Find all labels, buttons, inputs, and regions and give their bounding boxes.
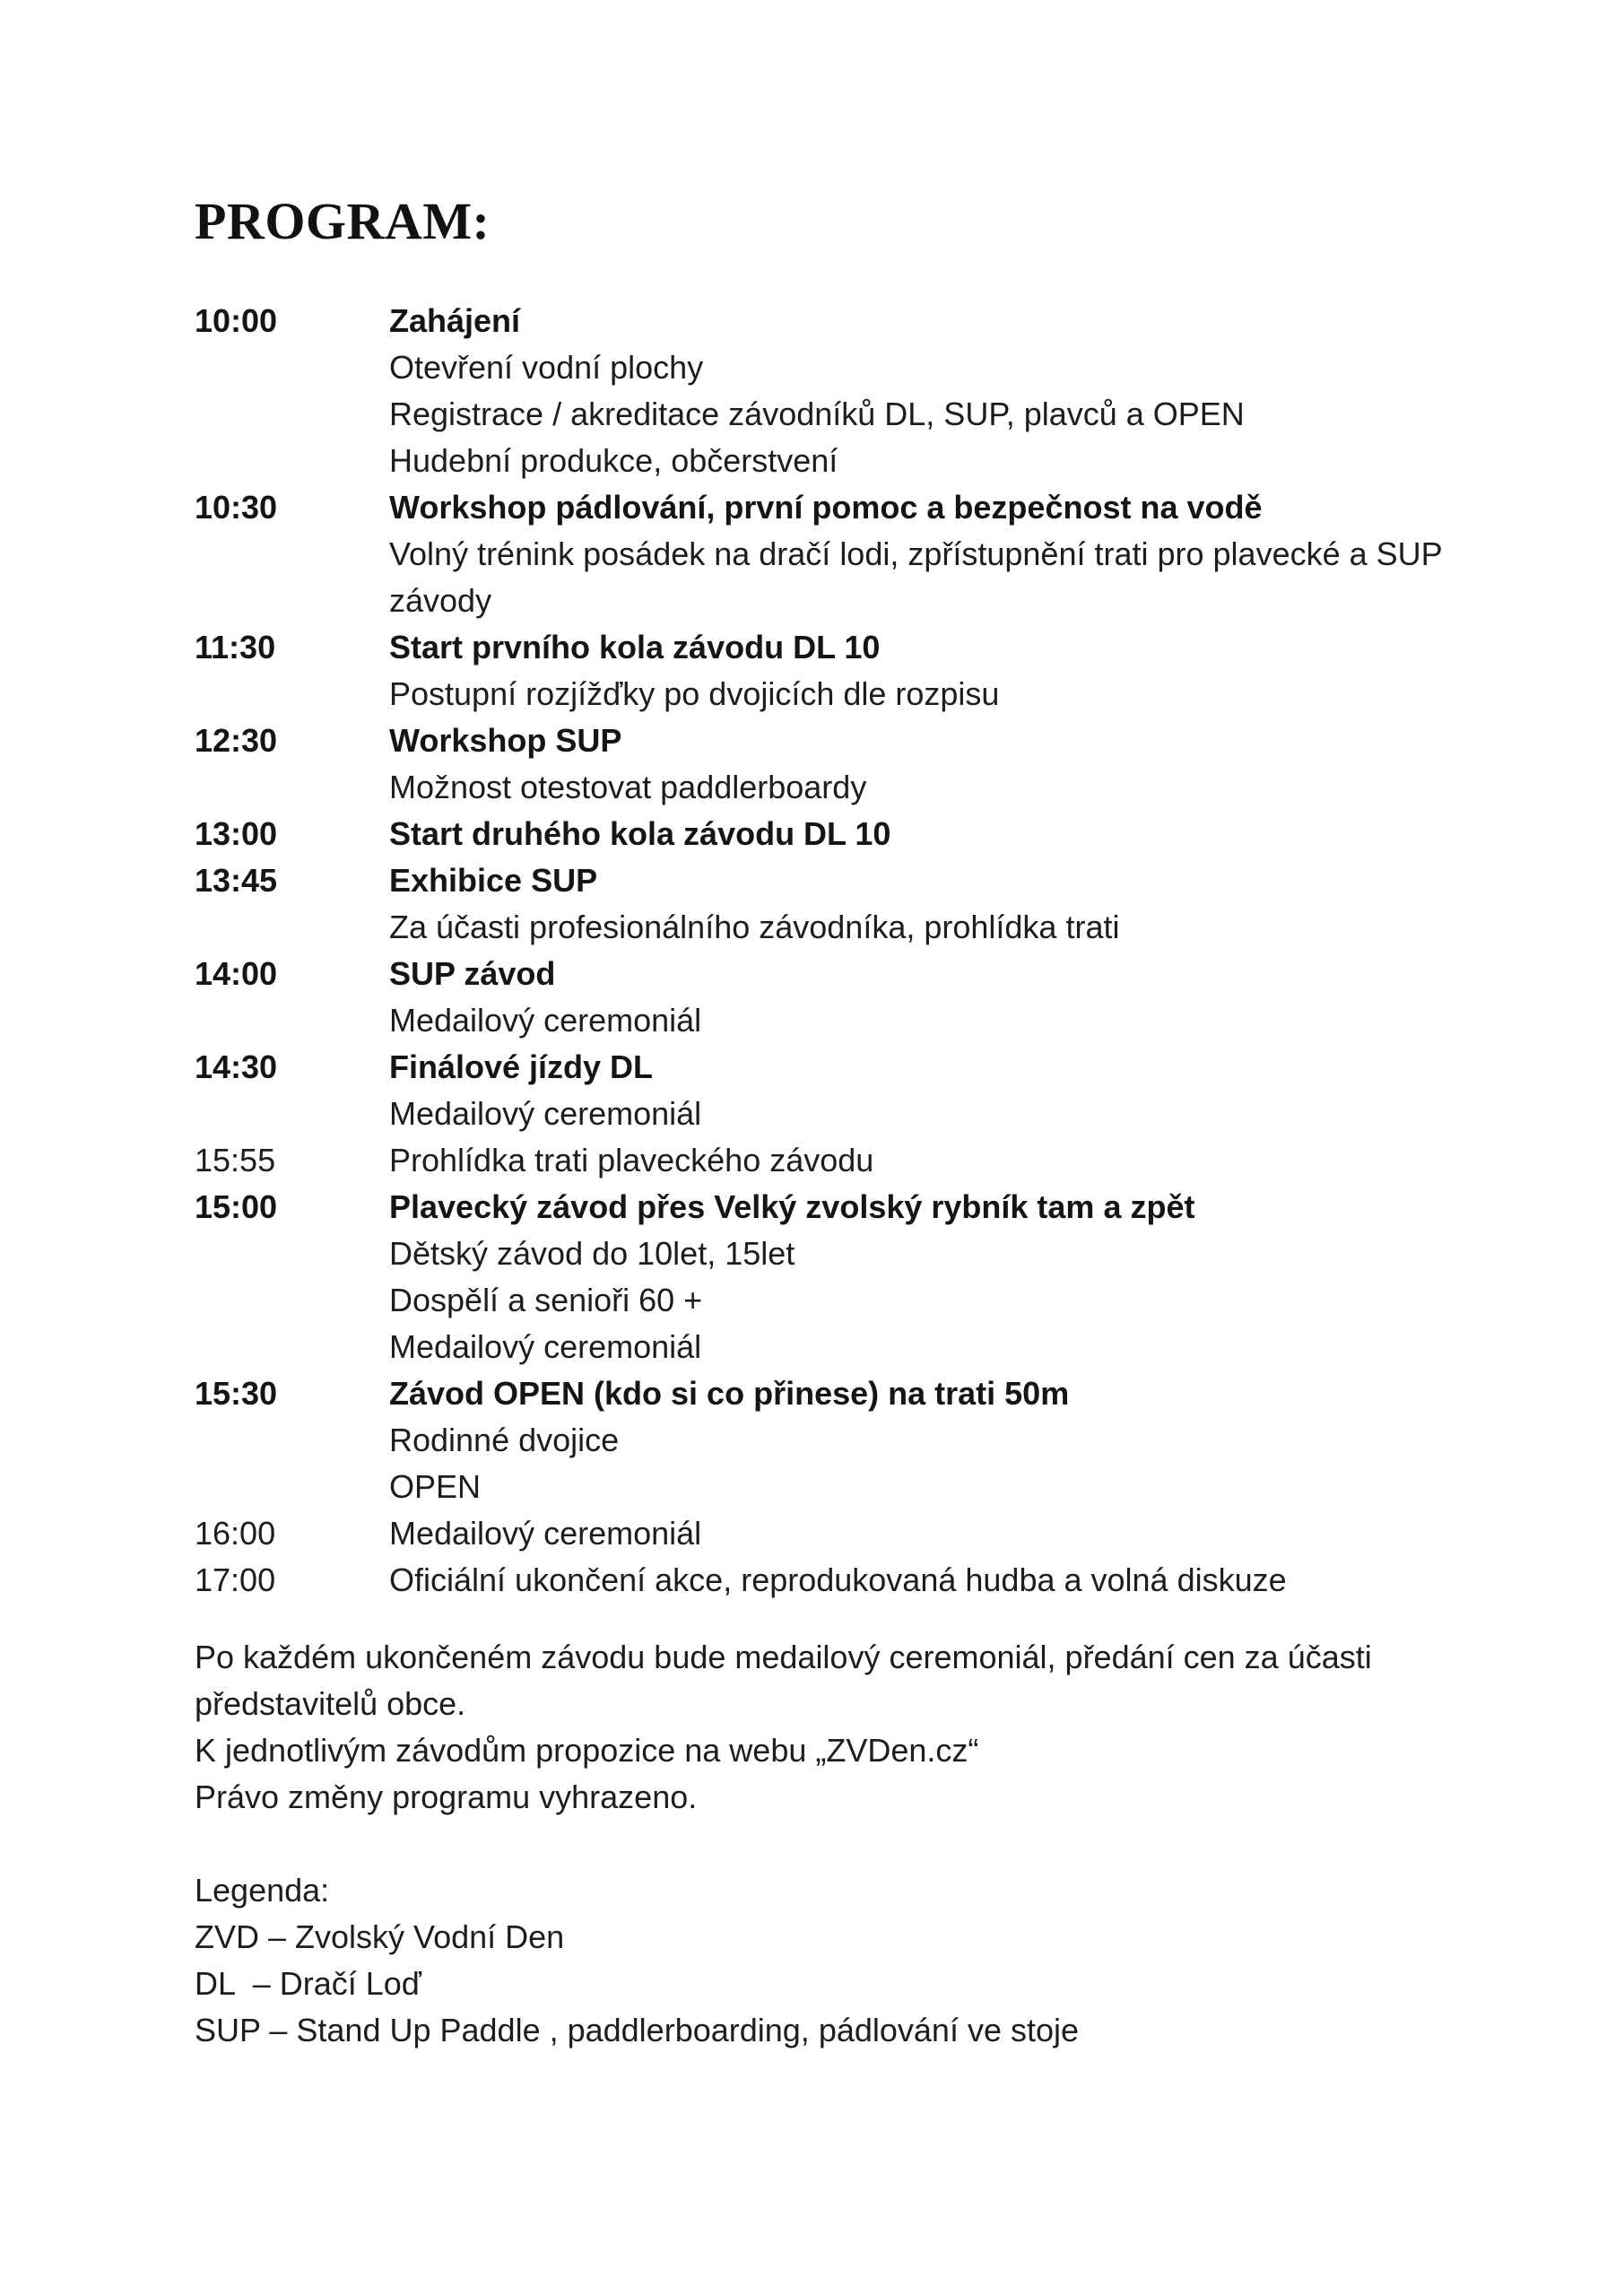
schedule-row bbox=[195, 298, 1443, 344]
schedule-row bbox=[195, 1091, 1443, 1137]
schedule-row bbox=[195, 671, 1443, 718]
schedule-entry-text: Registrace / akreditace závodníků DL, SUP, plavců a OPEN bbox=[389, 396, 1245, 432]
schedule-row bbox=[195, 578, 1443, 624]
schedule-row bbox=[195, 997, 1443, 1044]
schedule-row bbox=[195, 624, 1443, 671]
schedule-time: 12:30 bbox=[195, 722, 278, 759]
schedule-entry-text: Závod OPEN (kdo si co přinese) na trati 50m bbox=[389, 1375, 1070, 1412]
schedule-entry-text: Postupní rozjížďky po dvojicích dle rozpisu bbox=[389, 675, 1000, 712]
legend-item: SUP – Stand Up Paddle , paddlerboarding, pádlování ve stoje bbox=[195, 2012, 1080, 2048]
schedule-row bbox=[195, 1464, 1443, 1510]
schedule bbox=[195, 298, 1443, 1604]
schedule-row bbox=[195, 1137, 1443, 1184]
schedule-row bbox=[195, 1184, 1443, 1231]
schedule-entry-text: Medailový ceremoniál bbox=[389, 1002, 702, 1039]
schedule-row bbox=[195, 857, 1443, 904]
page-title: PROGRAM: bbox=[195, 192, 491, 250]
schedule-entry-text: Otevření vodní plochy bbox=[389, 349, 704, 386]
schedule-time: 14:30 bbox=[195, 1048, 278, 1085]
schedule-entry-text: Workshop SUP bbox=[389, 722, 622, 759]
schedule-row bbox=[195, 1324, 1443, 1370]
schedule-row bbox=[195, 764, 1443, 811]
schedule-entry-text: SUP závod bbox=[389, 955, 556, 992]
schedule-entry-text: Dětský závod do 10let, 15let bbox=[389, 1235, 795, 1272]
schedule-entry-text: Možnost otestovat paddlerboardy bbox=[389, 769, 867, 805]
schedule-entry-text: Volný trénink posádek na dračí lodi, zpřístupnění trati pro plavecké a SUP bbox=[389, 535, 1443, 572]
schedule-entry-text: Dospělí a senioři 60 + bbox=[389, 1282, 703, 1318]
legend bbox=[195, 1867, 1079, 2054]
schedule-row bbox=[195, 1044, 1443, 1091]
schedule-time: 15:30 bbox=[195, 1375, 278, 1412]
schedule-entry-text: Medailový ceremoniál bbox=[389, 1515, 702, 1552]
schedule-time: 14:00 bbox=[195, 955, 278, 992]
schedule-entry-text: Start prvního kola závodu DL 10 bbox=[389, 629, 881, 665]
schedule-time: 10:30 bbox=[195, 489, 278, 526]
schedule-entry-text: závody bbox=[389, 582, 492, 619]
schedule-time: 15:00 bbox=[195, 1188, 278, 1225]
schedule-entry-text: OPEN bbox=[389, 1468, 482, 1505]
schedule-entry-text: Prohlídka trati plaveckého závodu bbox=[389, 1142, 874, 1178]
schedule-entry-text: Start druhého kola závodu DL 10 bbox=[389, 815, 891, 852]
schedule-time: 11:30 bbox=[195, 629, 276, 665]
schedule-row bbox=[195, 484, 1443, 531]
schedule-row bbox=[195, 438, 1443, 484]
note-line: K jednotlivým závodům propozice na webu „ZVDen.cz“ bbox=[195, 1732, 979, 1769]
note-line: představitelů obce. bbox=[195, 1685, 466, 1722]
schedule-entry-text: Rodinné dvojice bbox=[389, 1422, 620, 1458]
schedule-entry-text: Medailový ceremoniál bbox=[389, 1095, 702, 1132]
note-line: Po každém ukončeném závodu bude medailový ceremoniál, předání cen za účasti bbox=[195, 1639, 1372, 1675]
schedule-entry-text: Exhibice SUP bbox=[389, 862, 598, 899]
schedule-time: 13:45 bbox=[195, 862, 278, 899]
schedule-entry-text: Finálové jízdy DL bbox=[389, 1048, 654, 1085]
notes-paragraph bbox=[195, 1634, 1372, 1821]
schedule-entry-text: Za účasti profesionálního závodníka, prohlídka trati bbox=[389, 909, 1120, 945]
schedule-entry-text: Oficiální ukončení akce, reprodukovaná hudba a volná diskuze bbox=[389, 1561, 1287, 1598]
schedule-row bbox=[195, 811, 1443, 857]
schedule-entry-text: Workshop pádlování, první pomoc a bezpečnost na vodě bbox=[389, 489, 1263, 526]
schedule-row bbox=[195, 951, 1443, 997]
note-line: Právo změny programu vyhrazeno. bbox=[195, 1779, 698, 1815]
schedule-time: 17:00 bbox=[195, 1561, 276, 1598]
schedule-time: 15:55 bbox=[195, 1142, 276, 1178]
schedule-row bbox=[195, 1231, 1443, 1277]
schedule-row bbox=[195, 1417, 1443, 1464]
legend-items bbox=[195, 1914, 1079, 2054]
schedule-row bbox=[195, 391, 1443, 438]
schedule-entry-text: Hudební produkce, občerstvení bbox=[389, 442, 838, 479]
schedule-time: 10:00 bbox=[195, 302, 278, 339]
schedule-entry-text: Plavecký závod přes Velký zvolský rybník tam a zpět bbox=[389, 1188, 1195, 1225]
schedule-row bbox=[195, 1370, 1443, 1417]
schedule-entry-text: Zahájení bbox=[389, 302, 521, 339]
legend-title: Legenda: bbox=[195, 1872, 330, 1909]
legend-item: ZVD – Zvolský Vodní Den bbox=[195, 1918, 565, 1955]
legend-item: DL – Dračí Loď bbox=[195, 1965, 421, 2002]
schedule-row bbox=[195, 531, 1443, 578]
schedule-row bbox=[195, 904, 1443, 951]
schedule-time: 16:00 bbox=[195, 1515, 276, 1552]
schedule-entry-text: Medailový ceremoniál bbox=[389, 1328, 702, 1365]
schedule-row bbox=[195, 1557, 1443, 1604]
schedule-row bbox=[195, 1277, 1443, 1324]
schedule-row bbox=[195, 1510, 1443, 1557]
schedule-time: 13:00 bbox=[195, 815, 278, 852]
schedule-row bbox=[195, 718, 1443, 764]
schedule-row bbox=[195, 344, 1443, 391]
